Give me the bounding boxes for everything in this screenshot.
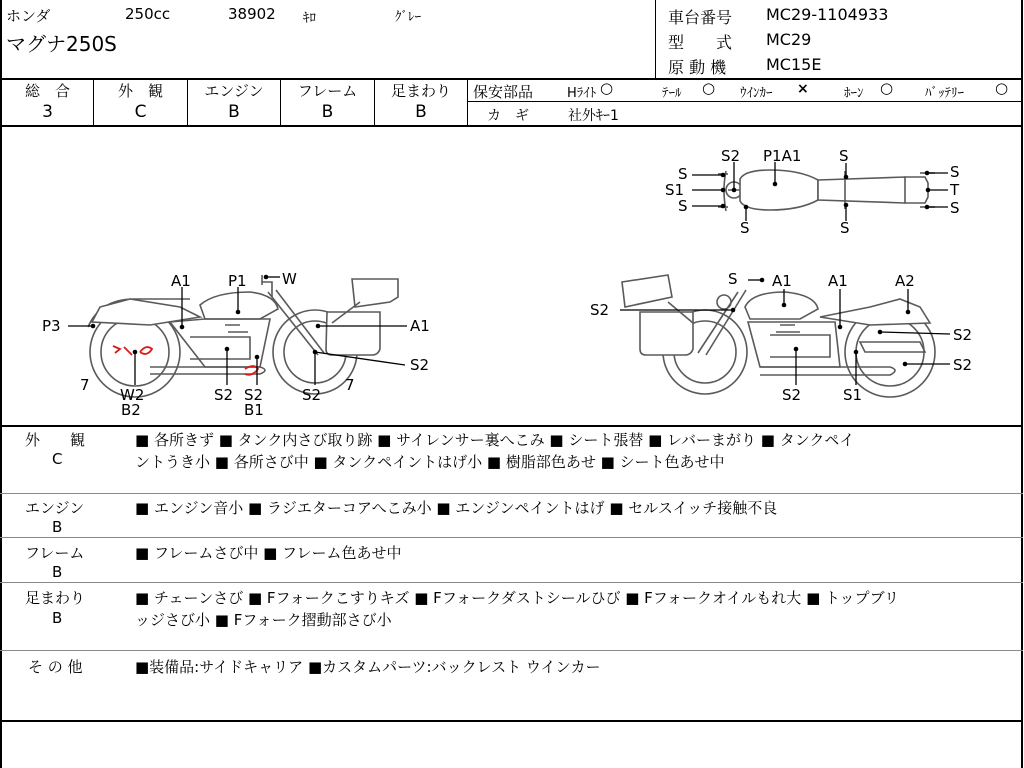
- notes-engine-label: エンジン: [25, 499, 85, 517]
- left-label-w2: W2: [120, 386, 145, 404]
- left-label-a1-tank: A1: [171, 272, 191, 290]
- right-label-a1-tank: A1: [772, 272, 792, 290]
- safety-battery: ﾊﾞｯﾃﾘｰ: [925, 86, 964, 101]
- color: ｸﾞﾚｰ: [395, 10, 421, 25]
- model-name: マグナ250S: [6, 32, 117, 56]
- left-label-s2-wheel: S2: [410, 356, 430, 374]
- safety-tail: ﾃｰﾙ: [662, 86, 682, 101]
- top-label-s-tank: S: [839, 147, 849, 165]
- header-divider-vertical: [655, 0, 656, 79]
- right-label-s2-front: S2: [590, 301, 610, 319]
- right-label-s2-engine: S2: [782, 386, 802, 404]
- notes-other-label: そ の 他: [28, 658, 83, 676]
- safety-winker-mark: ×: [797, 81, 809, 97]
- type-value: MC29: [766, 30, 812, 49]
- left-label-s2-engine: S2: [214, 386, 234, 404]
- notes-divider-2: [0, 537, 1023, 538]
- left-label-p1: P1: [228, 272, 247, 290]
- right-label-s2-cover: S2: [953, 326, 973, 344]
- overall-label: 総 合: [24, 82, 70, 100]
- safety-label: 保安部品: [473, 83, 534, 101]
- top-label-s-under-front: S: [740, 219, 750, 237]
- key-label: カ ギ: [487, 108, 529, 124]
- safety-headlight: Hﾗｲﾄ: [567, 86, 597, 101]
- right-label-s1: S1: [843, 386, 863, 404]
- safety-row-line: [467, 101, 1023, 102]
- top-label-s-front-lower: S: [678, 197, 688, 215]
- right-view-bike: [622, 275, 935, 397]
- left-label-7-front: 7: [345, 376, 355, 394]
- top-label-t: T: [950, 181, 960, 199]
- top-label-s-rear-lower: S: [950, 199, 960, 217]
- suspension-grade: B: [415, 102, 427, 122]
- right-label-s2-muffler: S2: [953, 356, 973, 374]
- notes-suspension-grade: B: [52, 609, 63, 627]
- top-view-bike: [718, 170, 935, 211]
- notes-exterior-line1: ■ 各所きず ■ タンク内さび取り跡 ■ サイレンサー裏へこみ ■ シート張替 ■ レバーまがり ■ タンクペイ: [135, 431, 855, 449]
- overall-grade: 3: [42, 102, 53, 122]
- left-label-p3: P3: [42, 317, 61, 335]
- exterior-grade: C: [134, 102, 147, 122]
- notes-exterior-line2: ントうき小 ■ 各所さび中 ■ タンクペイントはげ小 ■ 樹脂部色あせ ■ シート色あせ中: [135, 453, 725, 471]
- top-label-s1: S1: [665, 181, 685, 199]
- displacement: 250cc: [125, 5, 171, 23]
- exterior-label: 外 観: [117, 82, 163, 100]
- engine-grade-label: エンジン: [204, 82, 264, 100]
- top-label-s-rear-upper: S: [950, 163, 960, 181]
- mileage: 38902: [228, 5, 276, 23]
- left-label-b1: B1: [244, 401, 264, 419]
- maker: ホンダ: [6, 7, 51, 25]
- notes-suspension-line2: ッジさび小 ■ Fフォーク摺動部さび小: [135, 611, 392, 629]
- top-label-s-under-mid: S: [840, 219, 850, 237]
- notes-engine-line1: ■ エンジン音小 ■ ラジエターコアへこみ小 ■ エンジンペイントはげ ■ セルスイッチ接触不良: [135, 499, 778, 517]
- notes-divider-1: [0, 493, 1023, 494]
- notes-divider-3: [0, 582, 1023, 583]
- engine-grade: B: [228, 102, 240, 122]
- notes-engine-grade: B: [52, 518, 63, 536]
- safety-horn-mark: ○: [880, 79, 894, 97]
- engine-model-label: 原 動 機: [668, 58, 727, 77]
- notes-divider-4: [0, 650, 1023, 651]
- left-label-7-rear: 7: [80, 376, 90, 394]
- notes-suspension-line1: ■ チェーンさび ■ Fフォークこすりキズ ■ Fフォークダストシールひび ■ Fフォークオイルもれ大 ■ トップブリ: [135, 589, 899, 607]
- safety-winker: ｳｲﾝｶｰ: [740, 86, 773, 101]
- right-label-s: S: [728, 270, 738, 288]
- outer-border-bottom: [0, 720, 1023, 722]
- motorcycle-diagram: [0, 127, 1022, 425]
- mileage-unit: ｷﾛ: [303, 11, 316, 26]
- right-label-a1-side: A1: [828, 272, 848, 290]
- grade-col-5: [467, 79, 468, 126]
- frame-no-label: 車台番号: [668, 8, 733, 27]
- top-label-p1a1: P1A1: [763, 147, 802, 165]
- left-label-s2-exhaust: S2: [244, 386, 264, 404]
- notes-frame-line1: ■ フレームさび中 ■ フレーム色あせ中: [135, 544, 402, 562]
- safety-headlight-mark: ○: [600, 79, 614, 97]
- engine-model-value: MC15E: [766, 55, 822, 74]
- notes-frame-label: フレーム: [25, 544, 85, 562]
- notes-other-line1: ■装備品:サイドキャリア ■カスタムパーツ:バックレスト ウインカー: [135, 658, 601, 676]
- notes-exterior-grade: C: [52, 450, 63, 468]
- frame-grade: B: [321, 102, 334, 122]
- left-label-b2: B2: [121, 401, 141, 419]
- frame-grade-label: フレーム: [297, 82, 358, 100]
- notes-frame-grade: B: [52, 563, 63, 581]
- left-label-w: W: [282, 270, 297, 288]
- key-value: 社外ｷｰ1: [568, 108, 619, 124]
- frame-no: MC29-1104933: [766, 5, 889, 24]
- safety-battery-mark: ○: [995, 79, 1009, 97]
- diagram-bottom-line: [0, 425, 1023, 427]
- safety-tail-mark: ○: [702, 79, 716, 97]
- top-label-s-front-upper: S: [678, 165, 688, 183]
- safety-horn: ﾎｰﾝ: [844, 86, 864, 101]
- top-label-s2: S2: [721, 147, 741, 165]
- left-label-a1-fork: A1: [410, 317, 430, 335]
- notes-suspension-label: 足まわり: [25, 589, 86, 607]
- suspension-grade-label: 足まわり: [390, 82, 451, 100]
- type-label: 型 式: [668, 33, 733, 52]
- right-label-a2: A2: [895, 272, 915, 290]
- notes-exterior-label: 外 観: [25, 431, 86, 449]
- left-label-s2-front: S2: [302, 386, 322, 404]
